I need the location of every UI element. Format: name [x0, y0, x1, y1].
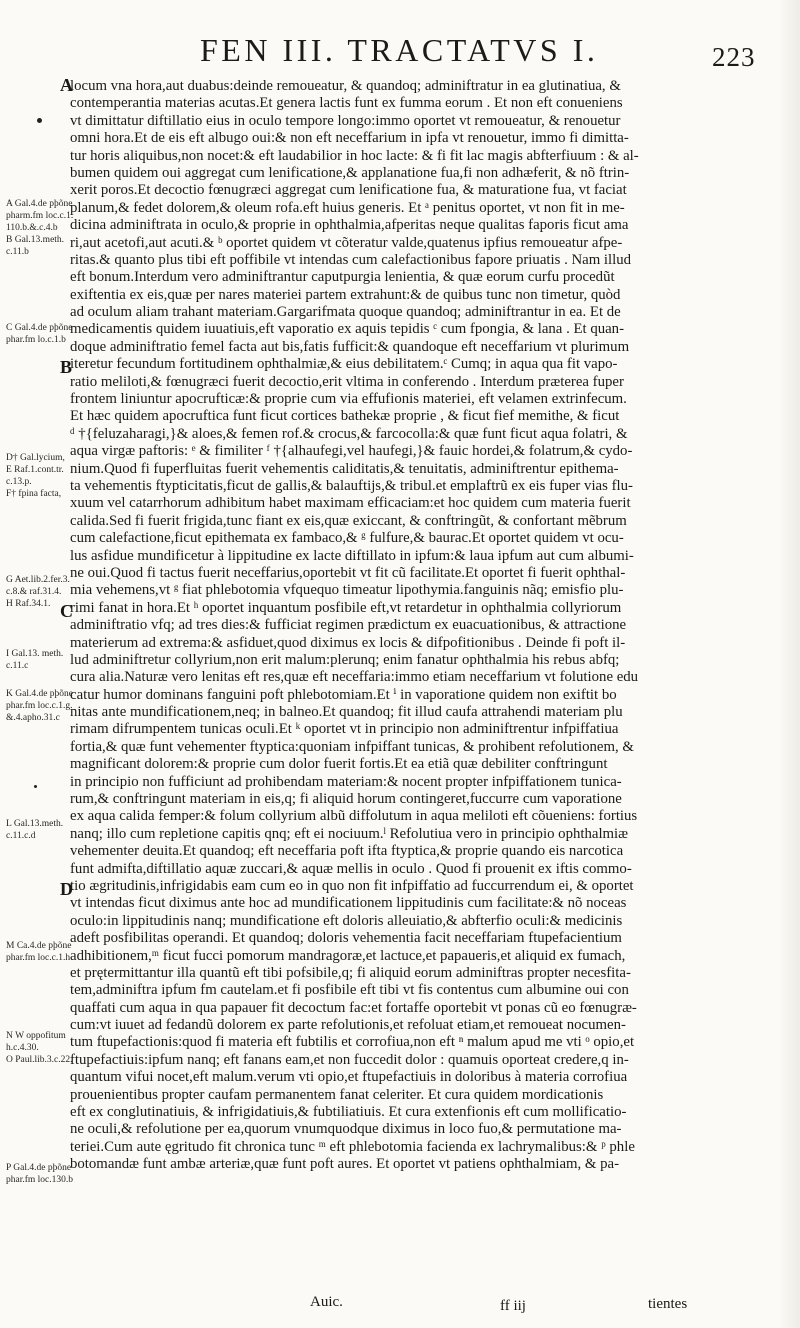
margin-note: [6, 1030, 73, 1066]
section-letter-d: D: [60, 879, 73, 899]
text-line: ne oculi,& refolutione per ea,quorum vnumquodque diximus in loco fuo,& permutatione ma-: [70, 1121, 622, 1138]
text-line: rum,& conftringunt materiam in eis,q; fi aliquid horum contingeret,fuccurre cum vaporatione: [70, 791, 622, 808]
section-letter-a: A: [60, 75, 73, 95]
margin-note-line: P Gal.4.de pþõne: [6, 1163, 72, 1173]
margin-note-line: c.11.c.d: [6, 831, 36, 841]
text-line: ad oculum aliam trahant materiam.Gargarifmata quoque quandoq; adminiftrantur in ea. Et de: [70, 304, 621, 321]
text-line: exiftentia ex eis,quæ per nares materiei partem extrahunt:& de quibus tunc non timetur, quòd: [70, 286, 621, 303]
text-line: iteretur fecundum fortitudinem ophthalmiæ,& eius debilitatem.ᶜ Cumq; in aqua qua fit vapo-: [70, 356, 618, 373]
catchword-left: Auic.: [310, 1294, 343, 1310]
text-line: eft bonum.Interdum vero adminiftrantur caputpurgia lenientia, & quæ eorum curfu procedũt: [70, 269, 615, 286]
page-footer: [0, 1294, 800, 1328]
margin-note-line: G Aet.lib.2.fer.3.: [6, 575, 70, 585]
text-line: locum vna hora,aut duabus:deinde remoueatur, & quandoq; adminiftratur in ea glutinatiua, &: [70, 78, 621, 94]
text-line: ta vehementis ftypticitatis,ficut de gallis,& balauftijs,& tribul.et emplaftrũ ex eis fuper vias flu-: [70, 477, 633, 494]
text-line: cum calefactione,ficut epithemata ex fambaco,& ᵍ fulfure,& baurac.Et oportet quidem vt ocu-: [70, 530, 624, 547]
running-head: [0, 32, 800, 80]
margin-note: [6, 648, 66, 672]
text-line: dicina adminiftrata in oculo,& proprie in ophthalmia,afperitas neque qualitas faporis ficut ama: [70, 217, 629, 234]
text-line: ᵈ †{feluzaharagi,}& aloes,& femen rof.& crocus,& farcocolla:& quæ funt ficut aqua folatri, &: [70, 425, 628, 442]
text-line: in principio non fufficiunt ad prohibendam materiam:& nocent propter infpiffationem tunica-: [70, 773, 622, 790]
margin-note-line: c.13.p.: [6, 477, 32, 487]
text-line: lus asfidue mundificetur à lippitudine ex lacte diftillato in ipfum:& laua ipfum aut cum albumi-: [70, 547, 634, 564]
margin-note-line: A Gal.4.de pþõne: [6, 199, 73, 209]
margin-note: [6, 688, 74, 724]
text-line: mia vehemens,vt ᵍ fiat phlebotomia vfquequo timeatur lipothymia.fanguinis nãq; emisfio plu-: [70, 582, 624, 599]
text-line: rimi fanat in hora.Et ʰ oportet inquantum posfibile eft,vt retardetur in ophthalmia collyriorum: [70, 599, 622, 616]
text-line: ne oui.Quod fi tactus fuerit neceffarius,oportebit vt fit cũ facilitate.Et oportet fi fuerit ophthal-: [70, 564, 626, 581]
margin-note-line: M Ca.4.de pþõne: [6, 941, 72, 951]
margin-note-line: H Raf.34.1.: [6, 599, 51, 609]
text-line: nanq; illo cum repletione capitis qnq; eft ei nociuum.ˡ Refolutiua vero in principio ophthalmiæ: [70, 825, 629, 842]
margin-note-line: phar.fm loc.130.b: [6, 1175, 74, 1185]
page-edge-shadow: [778, 0, 800, 1328]
running-title: FEN III. TRACTATVS I.: [200, 32, 599, 68]
margin-note-line: I Gal.13. meth.: [6, 649, 64, 659]
ink-dot: [34, 785, 37, 788]
margin-note: [6, 940, 72, 964]
text-line: nium.Quod fi fuperfluitas fuerit vehementis caliditatis,& tenuitatis, adminiftrentur epithema-: [70, 460, 619, 477]
text-line: magnificant dolorem:& proprie cum dolor fuerit fortis.Et ea etiã quæ debiliter conftringunt: [70, 756, 608, 773]
text-line: catur humor dominans fanguini poft phlebotomiam.Et ⁱ in vaporatione quidem non exiftit bo: [70, 686, 617, 703]
margin-note-line: c.11.b: [6, 247, 29, 257]
margin-note-line: C Gal.4.de pþõne: [6, 323, 73, 333]
text-line: ftupefactiuis:ipfum nanq; eft fanans eam,et non fuccedit dolor : quamuis oporteat credere,q in-: [70, 1051, 629, 1068]
margin-note: [6, 1162, 74, 1186]
text-line: aqua virgæ paftoris: ᵉ & fimiliter ᶠ †{alhaufegi,vel haufegi,}& fauic hordei,& folatrum,& cydo-: [70, 443, 633, 460]
text-line: vehementer deuita.Et quandoq; eft neceffaria poft ifta ftyptica,& proprie quando eis narcotica: [70, 843, 624, 860]
text-line: funt admifta,diftillatio aquæ zuccari,& aquæ mellis in oculo . Quod fi prouenit ex iftis commo-: [70, 860, 632, 877]
margin-note-line: pharm.fm loc.c.1.: [6, 211, 74, 221]
text-line: tur horis aliquibus,non nocet:& eft laudabilior in hoc lacte: & fi fit lac magis abfterfiuum : & al-: [70, 147, 639, 164]
text-line: vt dimittatur diftillatio eius in oculo tempore longo:immo oportet vt remoueatur, & renouetur: [70, 112, 621, 129]
text-line: et prętermittantur illa quantũ eft tibi pofsibile,q; fi aliquid eorum adminiftras propter necesfita-: [70, 964, 631, 981]
margin-note-line: B Gal.13.meth.: [6, 235, 65, 245]
text-line: fortia,& quæ funt vehementer ftyptica:quoniam infpiffant tunicas, & prohibent refolutionem, &: [70, 738, 634, 755]
text-line: oculo:in lippitudinis nanq; mundificatione eft doloris alleuiatio,& abfterfio oculi:& medicinis: [70, 912, 623, 929]
text-line: adhibitionem,ᵐ ficut fucci pomorum mandragoræ,et lactuce,et papaueris,et aliquid ex fumach,: [70, 947, 626, 964]
section-letter-c: C: [60, 601, 73, 621]
text-line: quantum vifui nocet,eft malum.verum vti opio,et ftupefactiuis in doloribus à materia corrofiua: [70, 1069, 628, 1086]
text-line: xerit poros.Et decoctio fœnugræci aggregat cum lenificatione fua, & maturatione fua, vt faciat: [70, 182, 627, 199]
margin-note-line: 110.b.&.c.4.b: [6, 223, 58, 233]
margin-note-line: h.c.4.30.: [6, 1043, 39, 1053]
text-line: nitas ante mundificationem,neq; in balneo.Et quandoq; fit illud caufa attrahendi materiam plu: [70, 704, 623, 721]
ink-dot: [37, 118, 42, 123]
text-line: quaffati cum aqua in qua papauer fit decoctum fac:et fortaffe oportebit vt ponas cũ eo fœnugræ-: [70, 999, 637, 1016]
text-line: contemperantia materias acutas.Et genera lactis funt ex fumma eorum . Et non eft conueniens: [70, 95, 623, 112]
margin-note: [6, 452, 66, 500]
text-line: prouenientibus propter caufam permanentem fanat celeriter. Et cura quidem mordicationis: [70, 1086, 604, 1103]
margin-note-line: c.8.& raf.31.4.: [6, 587, 62, 597]
text-line: calida.Sed fi fuerit frigida,tunc fiant ex eis,quæ exiccant, & conftringũt, & confortant mẽbrum: [70, 512, 627, 529]
text-line: materierum ad extrema:& asfiduet,quod diximus ex locis & difpofitionibus . Deinde fi poft il-: [70, 634, 626, 651]
text-line: doque adminiftratio femel facta aut bis,fatis fufficit:& quandoque eft neceffarium vt plurimum: [70, 338, 630, 355]
main-text-column: [70, 78, 760, 1174]
text-line: adeft posfibilitas operandi. Et quandoq; doloris vehementia facit neceffariam ftupefacientium: [70, 930, 622, 947]
margin-note-line: L Gal.13.meth.: [6, 819, 64, 829]
margin-note-line: phar.fm loc.c.1.h: [6, 953, 71, 963]
margin-note-line: K Gal.4.de pþõne: [6, 689, 74, 699]
catchword-right: tientes: [648, 1296, 688, 1312]
text-line: teriei.Cum aute ęgritudo fit chronica tunc ᵐ eft phlebotomia facienda ex lachrymalibus:& ᵖ phle: [70, 1138, 635, 1155]
margin-note-line: c.11.c: [6, 661, 29, 671]
text-line: botomandæ funt ambæ arteriæ,quæ funt poft aures. Et oportet vt patiens ophthalmiam, & pa-: [70, 1156, 620, 1173]
page-number: 223: [712, 42, 756, 72]
text-line: tum ftupefactionis:quod fi materia eft fubtilis et corrofiua,non eft ⁿ malum apud me vti ᵒ opio,et: [70, 1034, 635, 1051]
text-line: rimam difrumpentem tunicas oculi.Et ᵏ oportet vt in principio non adminiftrentur infpiffatiua: [70, 721, 619, 738]
margin-note: [6, 818, 66, 842]
margin-note-line: &.4.apho.31.c: [6, 713, 60, 723]
text-line: cum:vt iuuet ad fedandũ dolorem ex parte refolutionis,et refoluat etiam,et remoueat nocumen-: [70, 1017, 626, 1034]
text-line: ex aqua calida femper:& folum collyrium albũ diffolutum in aqua meliloti eft cõueniens: fortius: [70, 808, 638, 825]
text-line: tio ægritudinis,infrigidabis eam cum eo in quo non fit infpiffatio ad fuccurrendum ei, & oportet: [70, 877, 634, 894]
margin-note-line: E Raf.1.cont.tr.: [6, 465, 64, 475]
margin-note: [6, 198, 74, 258]
margin-note-line: F† fpina facta,: [6, 489, 62, 499]
margin-note-line: phar.fm lo.c.1.b: [6, 335, 66, 345]
text-line: lud adminiftretur collyrium,non erit malum:plerunq; enim fanatur ophthalmia his rebus abfq;: [70, 651, 620, 668]
gathering-signature: ff iij: [500, 1298, 526, 1314]
text-line: vt intendas ficut diximus ante hoc ad mundificationem lippitudinis cum facilitate:& nõ noceas: [70, 895, 627, 912]
text-line: ri,aut acetofi,aut acuti.& ᵇ oportet quidem vt cõteratur valde,quatenus ipfius remoueatur afpe-: [70, 234, 623, 251]
margin-note-line: D† Gal.lycium,: [6, 453, 65, 463]
text-line: eft ex conglutinatiuis, & infrigidatiuis,& fubtiliatiuis. Et cura extenfionis eft cum mollificatio-: [70, 1104, 627, 1121]
text-line: medicamentis quidem iuuatiuis,eft vaporatio ex aquis tepidis ᶜ cum fpongia, & lana . Et quan-: [70, 321, 625, 338]
text-line: tem,adminiftra ipfum fm cautelam.et fi posfibile eft tibi vt fis contentus cum albumine oui con: [70, 982, 629, 999]
text-line: planum,& fedet dolorem,& oleum rofa.eft huius generis. Et ᵃ penitus oportet, vt non fit in me-: [70, 199, 625, 216]
text-line: frontem liniuntur apocrufticæ:& proprie cum via effufionis materiei, eft velamen extrinfecum.: [70, 391, 627, 408]
margin-note: [6, 574, 70, 610]
margin-note: [6, 322, 73, 346]
margin-note-line: O Paul.lib.3.c.22.: [6, 1055, 73, 1065]
text-line: omni hora.Et de eis eft albugo oui:& non eft neceffarium in ipfa vt renouetur, immo fi dimitta-: [70, 130, 629, 147]
text-line: ratio meliloti,& fœnugræci fuerit decoctio,erit vltima in conferendo . Interdum præterea fuper: [70, 373, 624, 390]
text-line: ritas.& quanto plus tibi eft poffibile vt intendas cum calefactionibus fapore priuatis . Nam illud: [70, 251, 632, 268]
text-line: adminiftratio vfq; ad tres dies:& fufficiat regimen prædictum ex euacuationibus, & attractione: [70, 617, 627, 634]
text-line: bumen quidem oui aggregat cum lenificatione,& applanatione fua,fi non adhæferit, & nõ ftrin-: [70, 164, 630, 181]
margin-note-line: N W oppofitum: [6, 1031, 66, 1041]
text-line: cura alia.Naturæ vero lenitas eft res,quæ eft neceffaria:immo etiam neceffarium vt folutione edu: [70, 669, 639, 686]
section-letter-b: B: [60, 357, 73, 377]
text-line: Et hæc quidem apocruftica funt ficut cortices bathekæ proprie , & ficut fief memithe, & ficut: [70, 408, 620, 425]
margin-note-line: phar.fm loc.c.1.g.: [6, 701, 73, 711]
text-line: xuum vel catarrhorum adhibitum habet maximam efficaciam:et hoc quidem cum materia fuerit: [70, 495, 631, 512]
